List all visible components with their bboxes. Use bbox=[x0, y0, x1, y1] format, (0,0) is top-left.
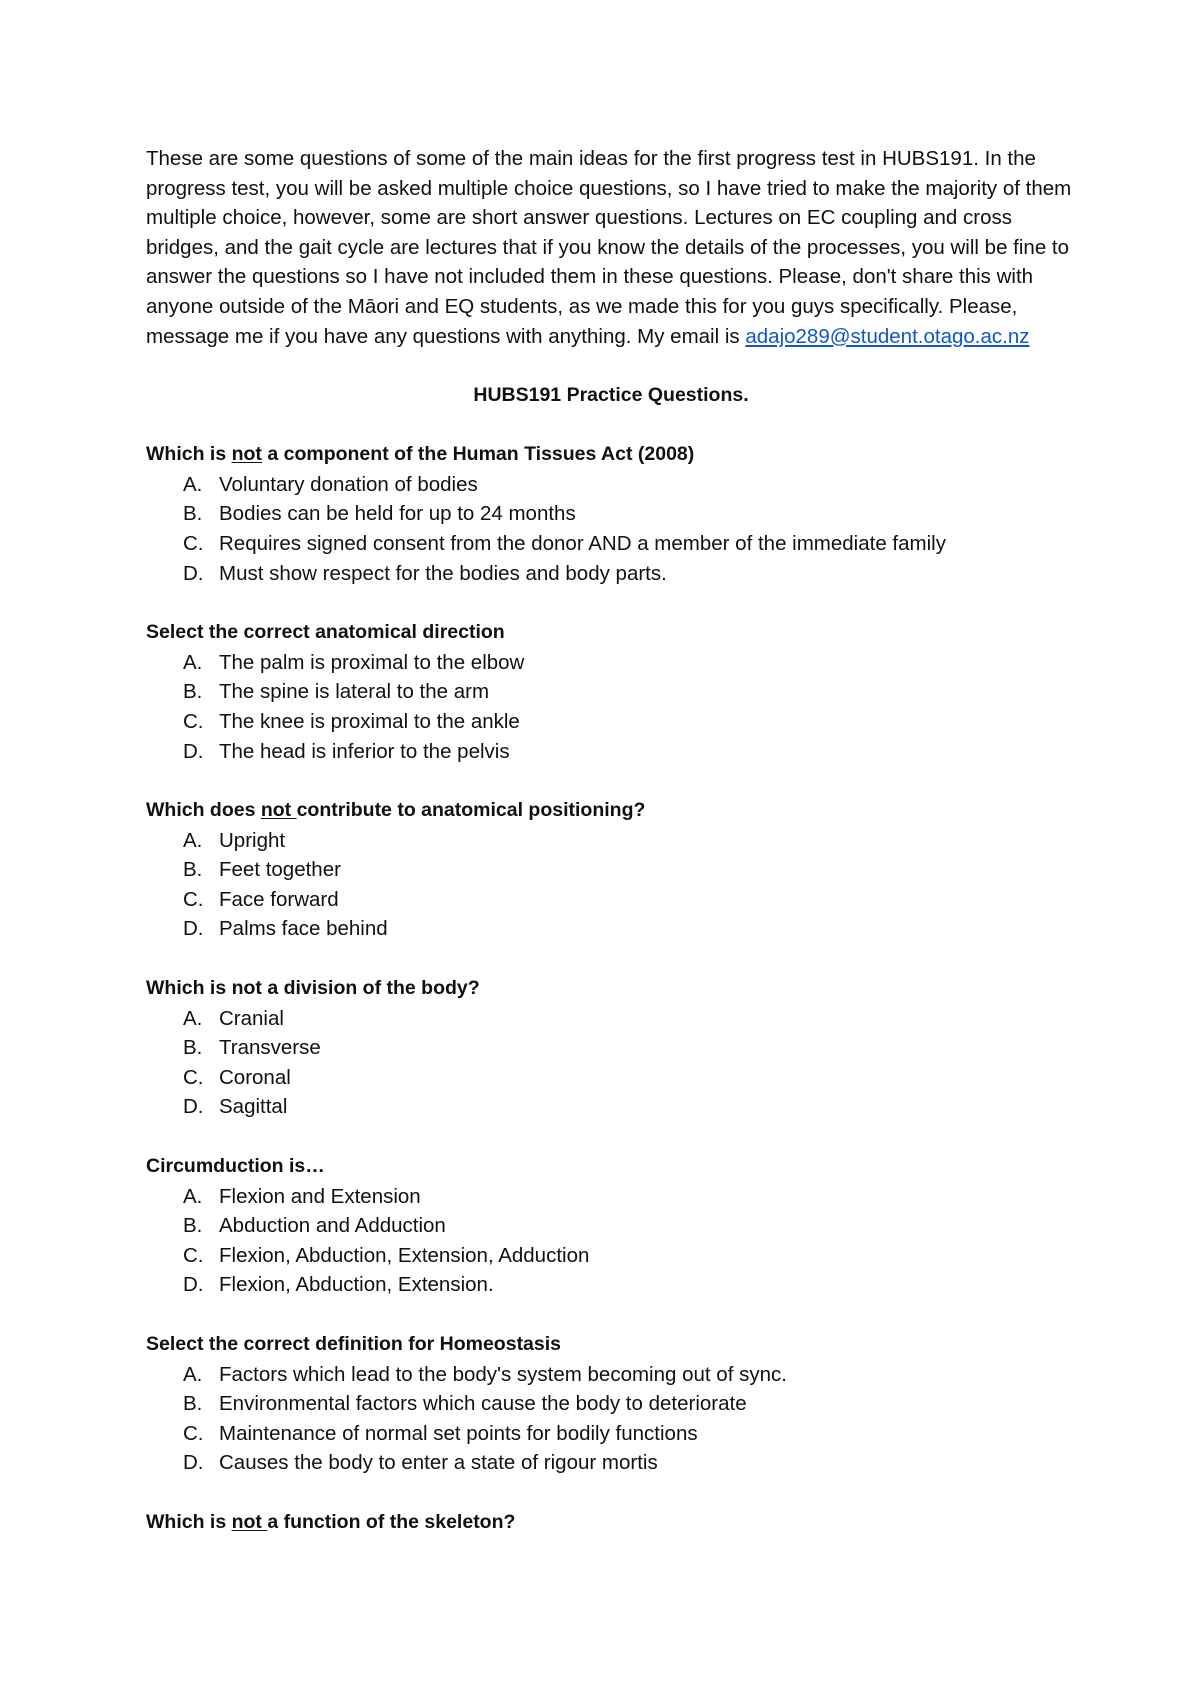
question-block bbox=[146, 1330, 1076, 1478]
option-letter: B. bbox=[183, 1214, 203, 1238]
option-item bbox=[146, 1033, 1076, 1063]
option-text: Must show respect for the bodies and body parts. bbox=[219, 561, 667, 585]
question-text-post: contribute to anatomical positioning? bbox=[296, 799, 646, 822]
intro-paragraph bbox=[146, 144, 1076, 351]
option-text: Flexion, Abduction, Extension, Adduction bbox=[219, 1243, 590, 1267]
question-block bbox=[146, 796, 1076, 944]
question-text-pre: Which does bbox=[146, 799, 261, 822]
option-letter: A. bbox=[183, 472, 203, 496]
option-item bbox=[146, 1063, 1076, 1093]
option-item bbox=[146, 1092, 1076, 1122]
option-item bbox=[146, 855, 1076, 885]
option-item bbox=[146, 737, 1076, 767]
option-item bbox=[146, 1182, 1076, 1212]
option-text: Voluntary donation of bodies bbox=[219, 472, 478, 496]
option-text: Environmental factors which cause the body to deteriorate bbox=[219, 1392, 747, 1416]
option-list bbox=[146, 648, 1076, 766]
option-text: Transverse bbox=[219, 1036, 321, 1060]
email-link[interactable]: adajo289@student.otago.ac.nz bbox=[745, 324, 1030, 348]
option-list bbox=[146, 470, 1076, 588]
option-text: Factors which lead to the body's system becoming out of sync. bbox=[219, 1362, 787, 1386]
option-item bbox=[146, 1211, 1076, 1241]
option-letter: D. bbox=[183, 1095, 204, 1119]
question-emphasis: not bbox=[231, 443, 262, 466]
option-item bbox=[146, 826, 1076, 856]
option-text: Sagittal bbox=[219, 1095, 288, 1119]
option-text: The palm is proximal to the elbow bbox=[219, 650, 525, 674]
option-text: The head is inferior to the pelvis bbox=[219, 739, 510, 763]
document-page bbox=[146, 144, 1076, 1538]
option-letter: C. bbox=[183, 1421, 204, 1445]
option-text: Face forward bbox=[219, 887, 339, 911]
option-letter: A. bbox=[183, 1006, 203, 1030]
option-letter: B. bbox=[183, 858, 203, 882]
option-item bbox=[146, 1004, 1076, 1034]
option-item bbox=[146, 677, 1076, 707]
question-block bbox=[146, 618, 1076, 766]
option-text: The spine is lateral to the arm bbox=[219, 680, 490, 704]
question-text-pre: Which is not a division of the body? bbox=[146, 977, 480, 1000]
question-text bbox=[146, 440, 1076, 470]
question-block bbox=[146, 1508, 1076, 1538]
question-text-pre: Circumduction is… bbox=[146, 1155, 325, 1178]
question-text-post: a component of the Human Tissues Act (2008) bbox=[261, 443, 695, 466]
question-emphasis: not bbox=[260, 799, 297, 822]
question-block bbox=[146, 1152, 1076, 1300]
option-item bbox=[146, 499, 1076, 529]
document-title: HUBS191 Practice Questions. bbox=[473, 384, 749, 407]
option-text: Flexion and Extension bbox=[219, 1184, 421, 1208]
question-text-post: a function of the skeleton? bbox=[267, 1510, 516, 1533]
question-text bbox=[146, 1508, 1076, 1538]
option-letter: B. bbox=[183, 1392, 203, 1416]
option-item bbox=[146, 470, 1076, 500]
option-list bbox=[146, 1360, 1076, 1478]
question-text-pre: Select the correct definition for Homeostasis bbox=[146, 1333, 562, 1355]
question-text-pre: Which is bbox=[146, 1510, 232, 1533]
question-list bbox=[146, 440, 1076, 1537]
option-text: Causes the body to enter a state of rigour mortis bbox=[219, 1451, 658, 1475]
option-letter: A. bbox=[183, 828, 203, 852]
option-letter: C. bbox=[183, 709, 204, 733]
option-letter: B. bbox=[183, 502, 203, 526]
question-text-pre: Select the correct anatomical direction bbox=[146, 621, 505, 644]
option-letter: C. bbox=[183, 1243, 204, 1267]
question-text bbox=[146, 1330, 1076, 1360]
option-item bbox=[146, 1448, 1076, 1478]
option-list bbox=[146, 1182, 1076, 1300]
question-text bbox=[146, 796, 1076, 826]
option-text: Cranial bbox=[219, 1006, 284, 1030]
question-emphasis: not bbox=[231, 1510, 268, 1533]
option-item bbox=[146, 1419, 1076, 1449]
option-text: Upright bbox=[219, 828, 286, 852]
option-text: Maintenance of normal set points for bodily functions bbox=[219, 1421, 698, 1445]
option-text: Flexion, Abduction, Extension. bbox=[219, 1273, 494, 1297]
option-letter: A. bbox=[183, 1184, 203, 1208]
option-text: Palms face behind bbox=[219, 917, 388, 941]
option-item bbox=[146, 1360, 1076, 1390]
option-item bbox=[146, 529, 1076, 559]
option-item bbox=[146, 559, 1076, 589]
option-item bbox=[146, 707, 1076, 737]
option-letter: B. bbox=[183, 680, 203, 704]
option-letter: C. bbox=[183, 531, 204, 555]
option-letter: C. bbox=[183, 887, 204, 911]
option-letter: C. bbox=[183, 1065, 204, 1089]
option-text: The knee is proximal to the ankle bbox=[219, 709, 520, 733]
option-item bbox=[146, 885, 1076, 915]
option-item bbox=[146, 648, 1076, 678]
option-letter: A. bbox=[183, 1362, 203, 1386]
option-letter: D. bbox=[183, 1273, 204, 1297]
option-text: Feet together bbox=[219, 858, 341, 882]
option-list bbox=[146, 1004, 1076, 1122]
option-letter: B. bbox=[183, 1036, 203, 1060]
option-text: Requires signed consent from the donor AND a member of the immediate family bbox=[219, 531, 946, 555]
option-text: Coronal bbox=[219, 1065, 291, 1089]
option-text: Abduction and Adduction bbox=[219, 1214, 446, 1238]
option-text: Bodies can be held for up to 24 months bbox=[219, 502, 576, 526]
option-letter: D. bbox=[183, 739, 204, 763]
question-block bbox=[146, 974, 1076, 1122]
option-letter: D. bbox=[183, 1451, 204, 1475]
option-item bbox=[146, 1389, 1076, 1419]
question-text bbox=[146, 618, 1076, 648]
option-letter: A. bbox=[183, 650, 203, 674]
option-letter: D. bbox=[183, 561, 204, 585]
question-text bbox=[146, 974, 1076, 1004]
intro-text: These are some questions of some of the main ideas for the first progress test in HUBS191. In the progress test, you will be asked multiple choice questions, so I have tried to make the majority of them multiple choice, however, some are short answer questions. Lectures on EC coupling and cross bridges, and the gait cycle are lectures that if you know the details of the processes, you will be fine to answer the questions so I have not included them in these questions. Please, don't share this with anyone outside of the Māori and EQ students, as we made this for you guys specifically. Please, message me if you have any questions with anything. My email is bbox=[146, 147, 1072, 348]
option-item bbox=[146, 914, 1076, 944]
question-block bbox=[146, 440, 1076, 588]
option-item bbox=[146, 1270, 1076, 1300]
question-text bbox=[146, 1152, 1076, 1182]
option-item bbox=[146, 1241, 1076, 1271]
option-list bbox=[146, 826, 1076, 944]
option-letter: D. bbox=[183, 917, 204, 941]
question-text-pre: Which is bbox=[146, 443, 232, 466]
